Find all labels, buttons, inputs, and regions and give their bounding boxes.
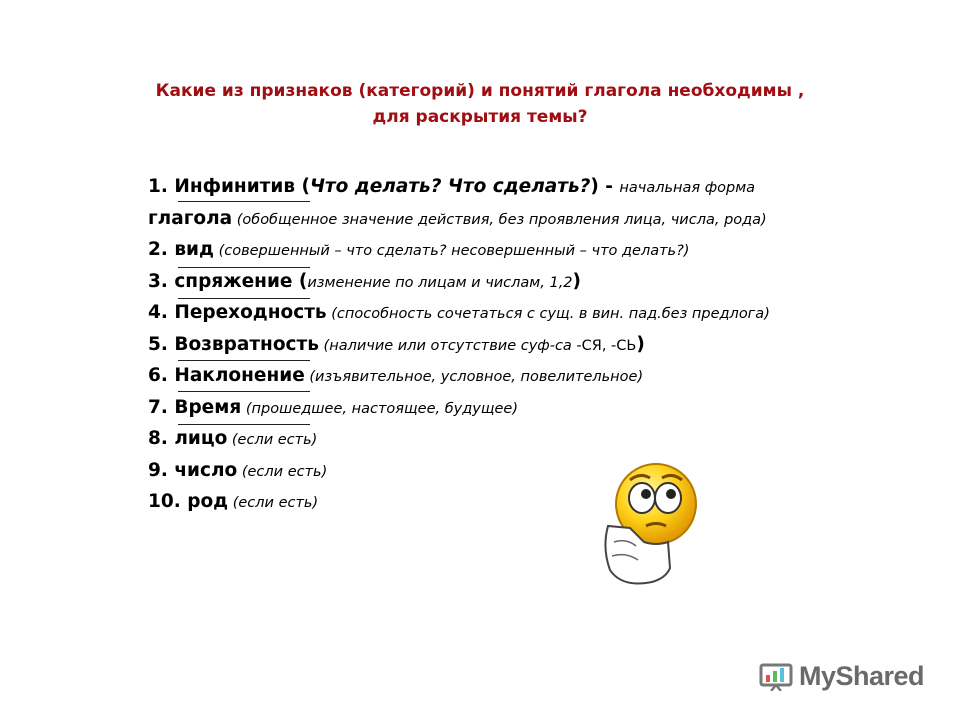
list-item: 4. Переходность (способность сочетаться с сущ. в вин. пад.без предлога) [148,302,770,323]
list-item: 6. Наклонение (изъявительное, условное, повелительное) [148,365,644,386]
presentation-board-icon [759,661,793,691]
list-item: 2. вид (совершенный – что сделать? несовершенный – что делать?) [148,239,690,260]
thinking-smiley-icon [600,458,710,593]
myshared-logo [759,660,924,692]
separator-line [178,267,310,268]
list-item: 9. число (если есть) [148,459,328,481]
list-item: 5. Возвратность (наличие или отсутствие суф-са -СЯ, -СЬ) [148,333,645,355]
list-item: 3. спряжение (изменение по лицам и числам, 1,2) [148,270,581,292]
item-term: вид [174,239,214,260]
item-term: число [174,459,238,481]
item-term: Время [174,396,242,418]
item-term: Наклонение [174,365,305,386]
item-term: глагола [148,207,233,229]
title-line-2: для раскрытия темы? [372,107,588,127]
slide-title [0,78,960,130]
item-term: род [187,491,229,512]
list-item: 1. Инфинитив (Что делать? Что сделать?) - начальная форма [148,176,756,197]
list-item: 7. Время (прошедшее, настоящее, будущее) [148,396,518,418]
separator-line [178,424,310,425]
item-term: Возвратность [174,333,319,355]
item-term: лицо [174,428,228,449]
title-line-1: Какие из признаков (категорий) и понятий глагола необходимы , [155,81,805,101]
item-term: Переходность [174,302,327,323]
separator-line [178,391,310,392]
list-item: 8. лицо (если есть) [148,428,318,449]
item-term: спряжение [174,270,293,292]
category-list [148,172,928,519]
logo-text: MyShared [798,660,924,691]
separator-line [178,201,310,202]
list-item: глагола (обобщенное значение действия, без проявления лица, числа, рода) [148,207,767,229]
separator-line [178,360,310,361]
item-term: Инфинитив [174,176,296,197]
list-item: 10. род (если есть) [148,491,319,512]
separator-line [178,298,310,299]
